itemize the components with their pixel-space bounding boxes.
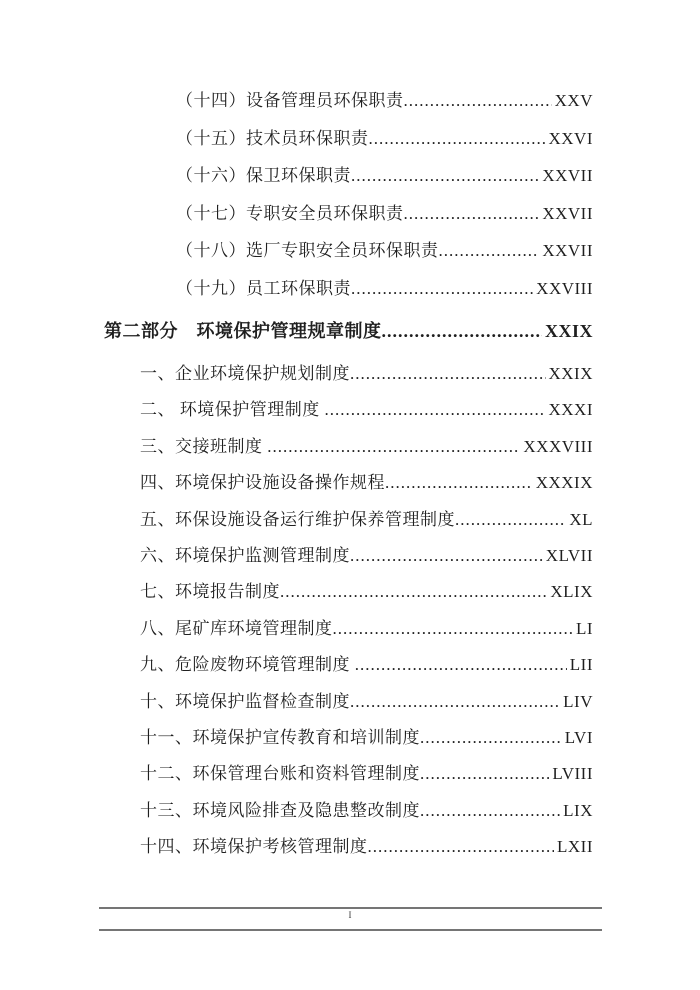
toc-entry-label: 五、环保设施设备运行维护保养管理制度 xyxy=(140,509,455,529)
toc-entry-page: LI xyxy=(575,618,593,638)
toc-entry-page: LVIII xyxy=(552,764,593,784)
toc-entry-label: （十七）专职安全员环保职责 xyxy=(176,203,404,223)
toc-entry-label: （十九）员工环保职责 xyxy=(176,278,351,298)
toc-entry-label: 十三、环境风险排查及隐患整改制度 xyxy=(140,800,420,820)
toc-leader-dots xyxy=(455,502,566,538)
toc-leader-dots xyxy=(420,756,549,792)
toc-entry-label: 四、环境保护设施设备操作规程 xyxy=(140,473,385,493)
toc-entry[interactable] xyxy=(0,793,700,829)
toc-entry-page: XXVI xyxy=(548,128,593,148)
toc-entry[interactable] xyxy=(0,720,700,756)
toc-entry-page: XXVII xyxy=(542,241,593,260)
toc-entry[interactable] xyxy=(0,756,700,792)
toc-leader-dots xyxy=(350,684,560,720)
toc-entry-page: XLIX xyxy=(550,582,593,602)
footer-rule-bottom xyxy=(99,929,602,931)
toc-entry-page: XXXIX xyxy=(535,473,593,493)
toc-entry-page: XXVIII xyxy=(536,278,593,298)
toc-entry-page: XXVII xyxy=(542,203,593,223)
toc-leader-dots xyxy=(404,195,540,233)
toc-leader-dots xyxy=(325,392,546,428)
toc-leader-dots xyxy=(351,157,539,195)
toc-leader-dots xyxy=(385,465,533,501)
toc-entry-label: 七、环境报告制度 xyxy=(140,582,280,602)
toc-entry[interactable] xyxy=(0,429,700,465)
toc-entry-label: 三、交接班制度 xyxy=(140,436,268,456)
toc-entry[interactable] xyxy=(0,356,700,392)
toc-entry[interactable] xyxy=(0,232,700,270)
toc-entry[interactable] xyxy=(0,647,700,683)
toc-entry[interactable] xyxy=(0,574,700,610)
toc-entry[interactable] xyxy=(0,392,700,428)
toc-entry-label: 十一、环境保护宣传教育和培训制度 xyxy=(140,727,420,747)
toc-leader-dots xyxy=(369,120,546,158)
toc-entry-label: 十四、环境保护考核管理制度 xyxy=(140,837,368,857)
toc-leader-dots xyxy=(420,793,560,829)
footer-page-number: I xyxy=(348,910,352,920)
toc-entry-label: （十五）技术员环保职责 xyxy=(176,128,369,148)
toc-entry[interactable] xyxy=(0,465,700,501)
toc-part-header-page: XXIX xyxy=(544,321,593,341)
toc-entry-label: 十二、环保管理台账和资料管理制度 xyxy=(140,764,420,784)
toc-entry[interactable] xyxy=(0,538,700,574)
toc-entry-label: （十八）选厂专职安全员环保职责 xyxy=(176,241,439,260)
toc-entry-label: （十四）设备管理员环保职责 xyxy=(176,91,404,110)
toc-leader-dots xyxy=(350,356,546,392)
toc-entry-page: LIV xyxy=(563,691,593,711)
toc-entry-page: XXXI xyxy=(548,400,593,420)
toc-entry-label: 八、尾矿库环境管理制度 xyxy=(140,618,333,638)
toc-entry-page: LXII xyxy=(557,837,593,857)
toc-leader-dots xyxy=(350,538,543,574)
toc-leader-dots xyxy=(355,647,567,683)
toc-entry[interactable] xyxy=(0,611,700,647)
toc-leader-dots xyxy=(333,611,573,647)
table-of-contents xyxy=(0,82,700,865)
toc-entry-page: XXVII xyxy=(542,166,593,185)
toc-entry-page: XLVII xyxy=(545,545,593,565)
toc-entry-label: 六、环境保护监测管理制度 xyxy=(140,545,350,565)
toc-leader-dots xyxy=(267,429,520,465)
toc-leader-dots xyxy=(404,82,552,120)
toc-entry-label: 一、企业环境保护规划制度 xyxy=(140,364,350,383)
toc-leader-dots xyxy=(382,312,542,350)
toc-entry[interactable] xyxy=(0,684,700,720)
toc-entry-page: LIX xyxy=(563,800,593,820)
toc-leader-dots xyxy=(368,829,555,865)
toc-entry[interactable] xyxy=(0,270,700,308)
toc-entry[interactable] xyxy=(0,82,700,120)
toc-entry-page: XXXVIII xyxy=(523,436,593,456)
toc-leader-dots xyxy=(280,574,547,610)
toc-entry-label: 十、环境保护监督检查制度 xyxy=(140,691,350,711)
toc-entry-page: XXV xyxy=(554,91,593,110)
toc-entry-page: LVI xyxy=(564,727,593,747)
toc-entry-label: 九、危险废物环境管理制度 xyxy=(140,655,355,675)
toc-entry-label: （十六）保卫环保职责 xyxy=(176,166,351,185)
toc-entry[interactable] xyxy=(0,157,700,195)
toc-entry-page: XXIX xyxy=(548,364,593,383)
toc-entry[interactable] xyxy=(0,502,700,538)
toc-part-header-label: 第二部分 环境保护管理规章制度 xyxy=(104,321,382,341)
toc-entry[interactable] xyxy=(0,829,700,865)
toc-leader-dots xyxy=(351,270,533,308)
toc-leader-dots xyxy=(439,232,540,270)
toc-entry-page: XL xyxy=(569,509,593,529)
toc-entry-label: 二、 环境保护管理制度 xyxy=(140,400,325,420)
toc-entry[interactable] xyxy=(0,195,700,233)
toc-leader-dots xyxy=(420,720,562,756)
toc-part-header[interactable] xyxy=(0,312,700,350)
toc-entry[interactable] xyxy=(0,120,700,158)
toc-entry-page: LII xyxy=(569,655,593,675)
